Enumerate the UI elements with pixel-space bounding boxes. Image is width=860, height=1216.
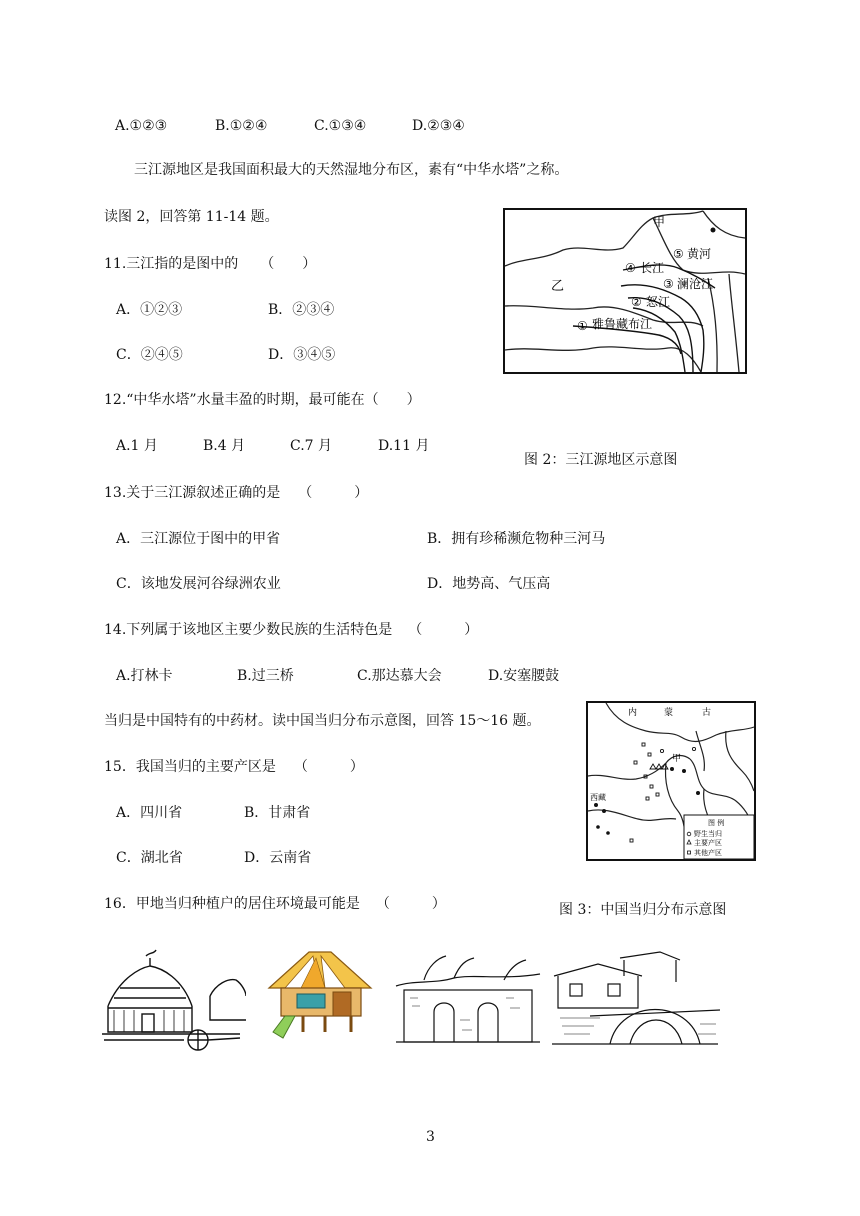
q13-stem: 13.关于三江源叙述正确的是 （ ） [104,485,369,501]
q14-option-a: A.打林卡 [116,668,173,684]
fig2-label-r1: ① [577,319,588,333]
q11-option-b: B．②③④ [268,302,335,318]
q14-option-d: D.安塞腰鼓 [488,668,560,684]
fig3-label-nei: 内 [628,708,638,718]
q12-option-d: D.11 月 [378,438,430,454]
fig3-legend-other: 其他产区 [694,849,722,857]
fig2-label-r4: ④ [625,261,636,275]
q15-option-a: A．四川省 [116,805,183,821]
fig3-label-xizang: 西藏 [590,793,606,802]
fig3-label-jia: 甲 [672,754,682,764]
fig3-legend-title: 图 例 [708,819,725,827]
figure-3-caption: 图 3：中国当归分布示意图 [559,902,727,918]
fig3-label-meng: 蒙 [664,708,674,718]
q10-option-c: C.①③④ [314,118,367,134]
q14-stem: 14.下列属于该地区主要少数民族的生活特色是 （ ） [104,622,479,638]
q12-option-a: A.1 月 [116,438,158,454]
figure-3-map [586,701,756,861]
q11-option-c: C．②④⑤ [116,347,183,363]
q16-stem: 16．甲地当归种植户的居住环境最可能是 （ ） [104,896,446,912]
q13-option-a: A．三江源位于图中的甲省 [116,531,281,547]
q14-option-c: C.那达慕大会 [357,668,442,684]
q12-option-b: B.4 月 [203,438,246,454]
q14-option-b: B.过三桥 [237,668,294,684]
intro-sanjiangyuan-read: 读图 2，回答第 11-14 题。 [104,209,279,225]
fig2-label-r2: ② [631,295,642,309]
figure-2-map [503,208,747,374]
fig2-label-lancang: 澜沧江 [677,277,714,291]
q15-stem: 15．我国当归的主要产区是 （ ） [104,759,364,775]
fig2-label-r5: ⑤ [673,247,684,261]
q10-option-b: B.①②④ [215,118,268,134]
q10-option-d: D.②③④ [412,118,465,134]
picture-bamboo-house [255,946,381,1042]
intro-sanjiangyuan: 三江源地区是我国面积最大的天然湿地分布区，素有“中华水塔”之称。 [134,162,569,178]
fig2-label-yi: 乙 [551,279,565,294]
q11-option-d: D．③④⑤ [268,347,336,363]
fig2-label-jia: 甲 [653,215,666,229]
q12-stem: 12.“中华水塔”水量丰盈的时期，最可能在（ ） [104,392,421,408]
fig2-label-changjiang: 长江 [640,261,665,275]
q13-option-d: D．地势高、气压高 [427,576,551,592]
page-number: 3 [426,1129,435,1145]
q13-option-b: B．拥有珍稀濒危物种三河马 [427,531,606,547]
q11-option-a: A．①②③ [116,302,183,318]
q13-option-c: C．该地发展河谷绿洲农业 [116,576,281,592]
picture-bridge-house [550,946,720,1046]
q15-option-b: B．甘肃省 [244,805,311,821]
fig3-legend-main: 主要产区 [694,839,722,847]
fig2-label-yarlung: 雅鲁藏布江 [592,317,653,331]
q12-option-c: C.7 月 [290,438,333,454]
intro-danggui: 当归是中国特有的中药材。读中国当归分布示意图，回答 15～16 题。 [104,713,541,729]
fig3-label-gu: 古 [702,708,712,718]
fig3-legend-wild: 野生当归 [694,830,722,838]
q10-option-a: A.①②③ [115,118,168,134]
fig2-label-nujiang: 怒江 [646,295,671,309]
picture-cave-dwelling [394,950,542,1044]
q15-option-c: C．湖北省 [116,850,183,866]
picture-yurt [100,948,246,1060]
fig2-label-r3: ③ [663,277,674,291]
figure-2-caption: 图 2：三江源地区示意图 [524,452,678,468]
q11-stem: 11.三江指的是图中的 （ ） [104,256,317,272]
q15-option-d: D．云南省 [244,850,312,866]
fig2-label-huanghe: 黄河 [687,247,712,261]
